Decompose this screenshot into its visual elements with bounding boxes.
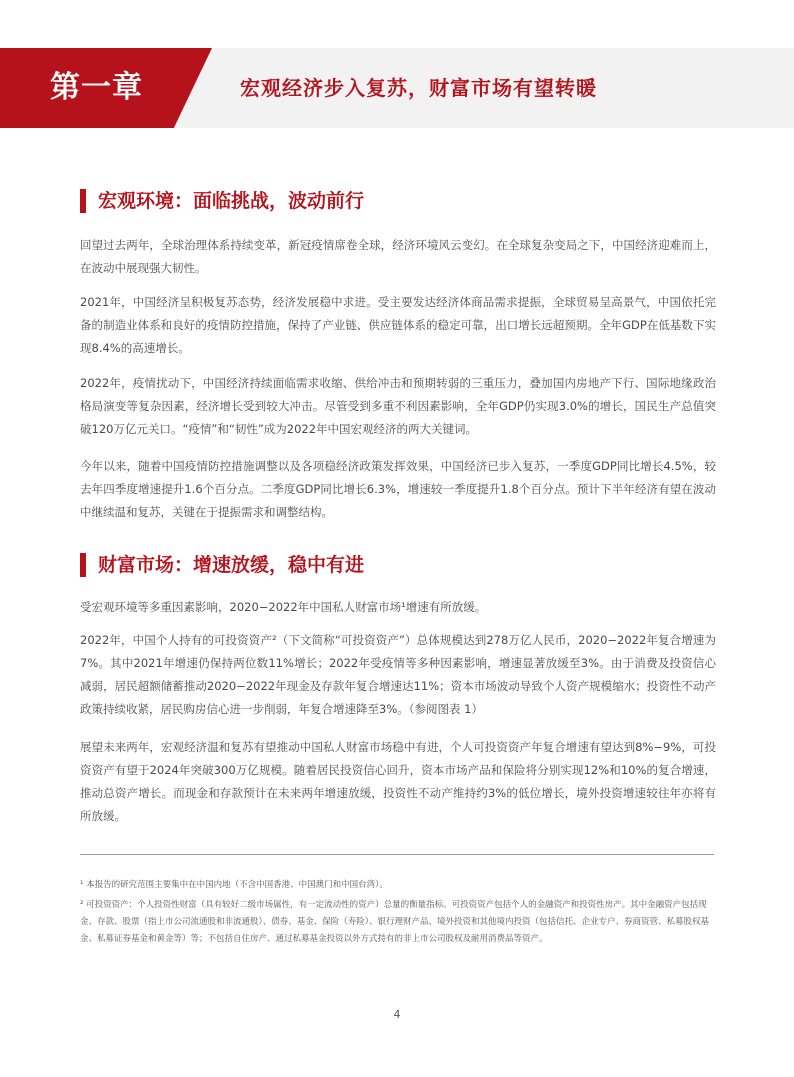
paragraph-4: 今年以来，随着中国疫情防控措施调整以及各项稳经济政策发挥效果，中国经济已步入复苏，一季度GDP同比增长4.5%，较去年四季度增速提升1.6个百分点。二季度GDP同比增长6.3%，增速较一季度提升1.8个百分点。预计下半年经济有望在波动中继续温和复苏，关键在于提振需求和调整结构。 — [80, 459, 716, 519]
paragraph-3: 2022年，疫情扰动下，中国经济持续面临需求收缩、供给冲击和预期转弱的三重压力，叠加国内房地产下行、国际地缘政治格局演变等复杂因素，经济增长受到较大冲击。尽管受到多重不利因素影响，全年GDP仍实现3.0%的增长，国民生产总值突破120万亿元关口。“疫情”和“韧性”成为2022年中国宏观经济的两大关键词。 — [80, 376, 716, 436]
section-marker-bar — [80, 189, 86, 213]
footnote-divider — [80, 854, 714, 855]
section-title-wealth: 财富市场：增速放缓，稳中有进 — [98, 554, 365, 576]
paragraph-5: 受宏观环境等多重因素影响，2020−2022年中国私人财富市场¹增速有所放缓。 — [80, 600, 487, 614]
chapter-title: 宏观经济步入复苏，财富市场有望转暖 — [240, 76, 597, 100]
section-marker-bar — [80, 553, 86, 577]
paragraph-6: 2022年，中国个人持有的可投资资产²（下文简称“可投资资产”）总体规模达到278万亿人民币，2020−2022年复合增速为7%。其中2021年增速仍保持两位数11%增长；2022年受疫情等多种因素影响，增速显著放缓至3%。由于消费及投资信心减弱，居民超额储蓄推动2020−2022年现金及存款年复合增速达11%；资本市场波动导致个人资产规模缩水；投资性不动产政策持续收紧，居民购房信心进一步削弱，年复合增速降至3%。（参阅图表 1） — [80, 633, 716, 716]
paragraph-7: 展望未来两年，宏观经济温和复苏有望推动中国私人财富市场稳中有进，个人可投资资产年复合增速有望达到8%−9%，可投资资产有望于2024年突破300万亿规模。随着居民投资信心回升，资本市场产品和保险将分别实现12%和10%的复合增速，推动总资产增长。而现金和存款预计在未来两年增速放缓，投资性不动产维持约3%的低位增长，境外投资增速较往年亦将有所放缓。 — [80, 740, 716, 823]
footnote-1: ¹ 本报告的研究范围主要集中在中国内地（不含中国香港、中国澳门和中国台湾）。 — [80, 880, 388, 890]
footnote-2: ² 可投资资产：个人投资性财富（具有较好二级市场属性，有一定流动性的资产）总量的衡量指标。可投资资产包括个人的金融资产和投资性房产。其中金融资产包括现金、存款、股票（指上市公司流通股和非流通股）、债券、基金、保险（寿险）、银行理财产品、境外投资和其他境内投资（包括信托、企业专户、券商资管、私募股权基金、私募证券基金和黄金等）等；不包括自住房产、通过私募基金投资以外方式持有的非上市公司股权及耐用消费品等资产。 — [80, 900, 710, 944]
paragraph-2: 2021年，中国经济呈积极复苏态势，经济发展稳中求进。受主要发达经济体商品需求提振，全球贸易呈高景气，中国依托完备的制造业体系和良好的疫情防控措施，保持了产业链、供应链体系的稳定可靠，出口增长远超预期。全年GDP在低基数下实现8.4%的高速增长。 — [80, 295, 716, 355]
paragraph-1: 回望过去两年，全球治理体系持续变革，新冠疫情席卷全球，经济环境风云变幻。在全球复杂变局之下，中国经济迎难而上，在波动中展现强大韧性。 — [80, 238, 716, 275]
section-title-macro: 宏观环境：面临挑战，波动前行 — [98, 190, 365, 212]
chapter-label: 第一章 — [50, 70, 143, 105]
page-number: 4 — [393, 1008, 401, 1021]
